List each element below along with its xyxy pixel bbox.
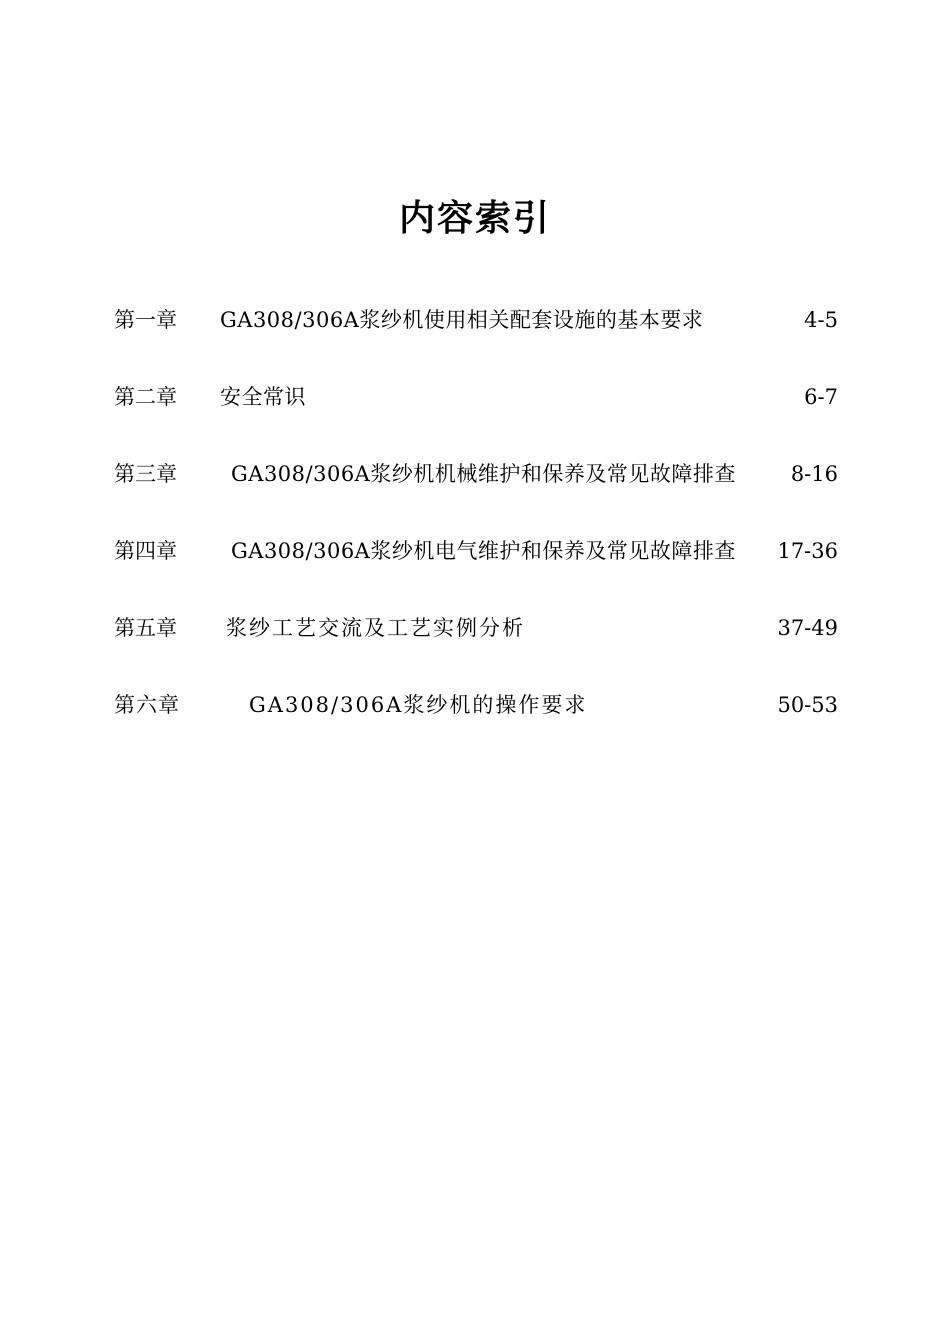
toc-chapter-label: 第五章 [114,616,177,640]
toc-entry-chapter-6 [114,685,838,762]
toc-page-range: 37-49 [777,616,838,640]
toc-chapter-label: 第一章 [114,308,177,332]
toc-chapter-label: 第二章 [114,385,177,409]
toc-topic: GA308/306A浆纱机电气维护和保养及常见故障排查 [231,539,736,563]
toc-entry-chapter-3 [114,454,838,531]
toc-topic: GA308/306A浆纱机使用相关配套设施的基本要求 [220,308,704,332]
toc-page-range: 6-7 [804,385,838,409]
toc-page-range: 8-16 [790,462,838,486]
toc-chapter-label: 第六章 [114,693,180,717]
toc-entry-chapter-1 [114,300,838,377]
toc-entry-chapter-5 [114,608,838,685]
toc-page-range: 17-36 [777,539,838,563]
toc-topic: 安全常识 [220,385,306,409]
toc-topic: GA308/306A浆纱机的操作要求 [249,693,588,717]
page-title: 内容索引 [398,197,551,239]
toc-chapter-label: 第三章 [114,462,177,486]
toc-chapter-label: 第四章 [114,539,177,563]
toc-topic: GA308/306A浆纱机机械维护和保养及常见故障排查 [231,462,736,486]
toc-page-range: 4-5 [804,308,838,332]
toc-entry-chapter-2 [114,377,838,454]
toc-topic: 浆纱工艺交流及工艺实例分析 [226,616,525,640]
toc-entry-chapter-4 [114,531,838,608]
table-of-contents [114,300,838,762]
toc-page-range: 50-53 [777,693,838,717]
